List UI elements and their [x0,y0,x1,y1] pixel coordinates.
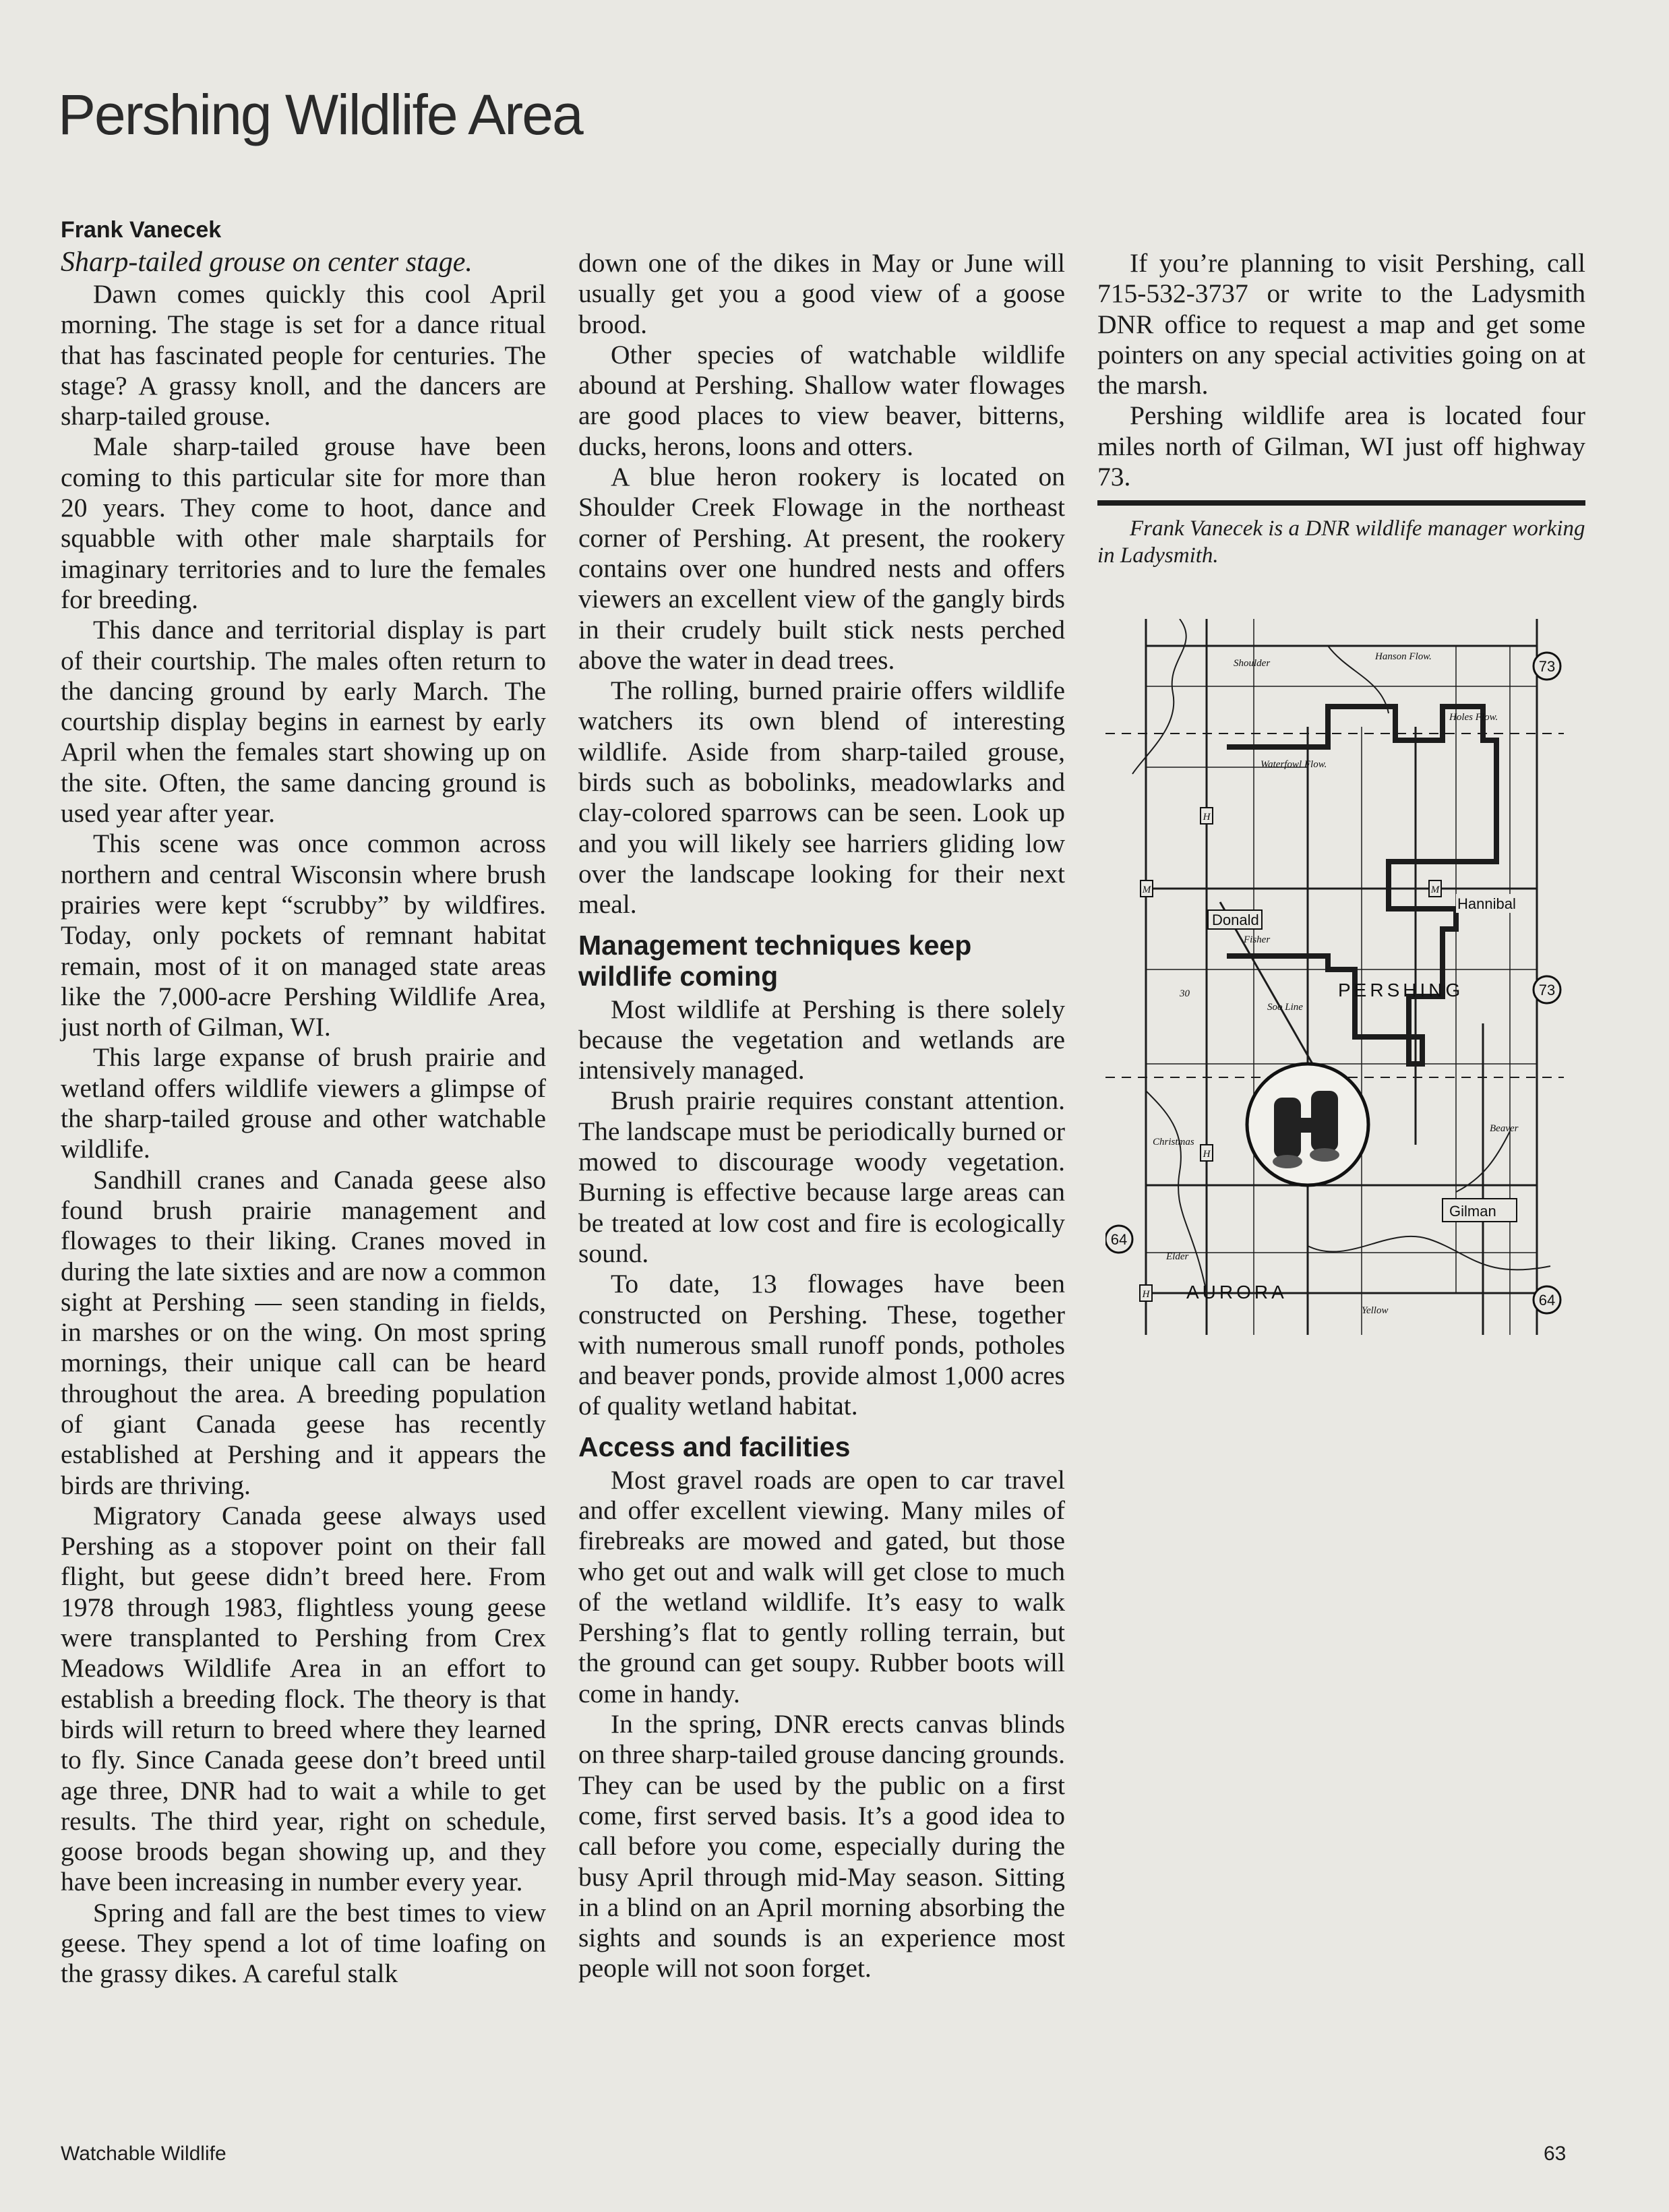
column-2 [578,248,1065,1984]
body-paragraph: down one of the dikes in May or June will usually get you a good view of a goose brood. [578,248,1065,339]
article-tagline: Sharp-tailed grouse on center stage. [61,247,473,278]
road-marker-m-east [1429,880,1441,897]
map-label-waterfowl-flowage: Waterfowl Flow. [1261,759,1327,770]
svg-text:H: H [1142,1289,1150,1300]
road-marker-30: 30 [1180,988,1190,999]
svg-text:H: H [1203,1149,1211,1160]
body-paragraph: Pershing wildlife area is located four miles north of Gilman, WI just off highway 73. [1097,400,1585,492]
map-label-shoulder: Shoulder [1234,658,1271,669]
body-paragraph: Other species of watchable wildlife abound at Pershing. Shallow water flowages are good places to view beaver, bitterns, ducks, herons, loons and otters. [578,339,1065,461]
section-heading-management: Management techniques keep wildlife coming [578,929,972,992]
highway-shield-73-south [1534,976,1560,1003]
highway-shield-73-north [1534,653,1560,680]
road-marker-h-south [1140,1285,1152,1301]
pershing-area-map [1105,619,1564,1335]
binoculars-icon [1247,1064,1368,1185]
map-label-soo-line: Soo Line [1267,1002,1303,1013]
body-paragraph: This dance and territorial display is part of their courtship. The males often return to the dancing ground by early March. The courtship display begins in earnest by early April when the females start showing up on the site. Often, the same dancing ground is used year after year. [61,615,546,829]
svg-text:M: M [1430,885,1440,895]
column-3 [1097,248,1585,569]
body-paragraph: If you’re planning to visit Pershing, call 715-532-3737 or write to the Ladysmith DNR office to request a map and get some pointers on any special activities going on at the marsh. [1097,248,1585,400]
map-label-fisher: Fisher [1244,934,1271,945]
map-label-christmas: Christmas [1153,1137,1194,1147]
body-paragraph: Migratory Canada geese always used Pershing as a stopover point on their fall flight, but geese didn’t breed here. From 1978 through 1983, flightless young geese were transplanted to Pershing from Crex Meadows Wildlife Area in an effort to establish a breeding flock. The theory is that birds will return to breed where they learned to fly. Since Canada geese don’t breed until age three, DNR had to wait a while to get results. The third year, right on schedule, goose broods began showing up, and they have been increasing in number every year. [61,1500,546,1897]
svg-text:64: 64 [1110,1231,1128,1248]
article-title: Pershing Wildlife Area [58,83,582,146]
section-heading-access: Access and facilities [578,1431,851,1462]
map-background [1105,619,1564,1335]
body-paragraph: This scene was once common across northern and central Wisconsin where brush prairies were kept “scrubby” by wildfires. Today, only pockets of remnant habitat remain, most of it on managed state areas like the 7,000-acre Pershing Wildlife Area, just north of Gilman, WI. [61,829,546,1042]
map-label-gilman: Gilman [1449,1203,1496,1220]
svg-text:64: 64 [1538,1292,1556,1309]
body-paragraph: Male sharp-tailed grouse have been coming to this particular site for more than 20 years. They come to hoot, dance and squabble with other male sharptails for imaginary territories and to lure the females for breeding. [61,431,546,614]
body-paragraph: Most wildlife at Pershing is there solely because the vegetation and wetlands are intensively managed. [578,994,1065,1085]
author-bio: Frank Vanecek is a DNR wildlife manager working in Ladysmith. [1097,516,1585,568]
svg-text:M: M [1142,885,1151,895]
map-label-aurora: AURORA [1186,1282,1287,1303]
body-paragraph: This large expanse of brush prairie and wetland offers wildlife viewers a glimpse of the sharp-tailed grouse and other watchable wildlife. [61,1042,546,1164]
body-paragraph: In the spring, DNR erects canvas blinds on three sharp-tailed grouse dancing grounds. They can be used by the public on a first come, first served basis. It’s a good idea to call before you come, especially during the busy April through mid-May season. Sitting in a blind on an April morning absorbing the sights and sounds is an experience most people will not soon forget. [578,1709,1065,1983]
map-label-donald: Donald [1212,911,1259,928]
body-paragraph: Sandhill cranes and Canada geese also found brush prairie management and flowages to their liking. Cranes moved in during the late sixties and are now a common sight at Pershing — seen standing in fields, in marshes or on the wing. On most spring mornings, their unique call can be heard throughout the area. A breeding population of giant Canada geese has recently established at Pershing and it appears the birds are thriving. [61,1164,546,1500]
body-paragraph: Dawn comes quickly this cool April morning. The stage is set for a dance ritual that has fascinated people for centuries. The stage? A grassy knoll, and the dancers are sharp-tailed grouse. [61,279,546,431]
body-paragraph: A blue heron rookery is located on Shoulder Creek Flowage in the northeast corner of Pershing. At present, the rookery contains over one hundred nests and offers viewers an excellent view of the gangly birds in their crudely built stick nests perched above the water in dead trees. [578,462,1065,675]
map-label-yellow: Yellow [1362,1305,1389,1316]
body-paragraph: Most gravel roads are open to car travel and offer excellent viewing. Many miles of firebreaks are mowed and gated, but those who get out and walk will get close to much of the wetland wildlife. It’s easy to walk Pershing’s flat to gently rolling terrain, but the ground can get soupy. Rubber boots will come in handy. [578,1464,1065,1708]
map-label-hannibal: Hannibal [1457,895,1516,912]
svg-text:73: 73 [1538,658,1556,675]
highway-shield-64-east [1534,1286,1560,1313]
road-marker-h-north [1201,808,1213,824]
column-1 [61,214,546,1990]
body-paragraph: To date, 13 flowages have been constructed on Pershing. These, together with numerous small runoff ponds, potholes and beaver ponds, provide almost 1,000 acres of quality wetland habitat. [578,1269,1065,1421]
body-paragraph: Spring and fall are the best times to view geese. They spend a lot of time loafing on the grassy dikes. A careful stalk [61,1897,546,1989]
footer-section-name: Watchable Wildlife [61,2143,226,2165]
page-number: 63 [1544,2143,1567,2165]
map-label-hanson-flowage: Hanson Flow. [1375,651,1432,662]
map-label-beaver: Beaver [1490,1123,1519,1134]
map-label-pershing: PERSHING [1338,980,1464,1000]
svg-text:H: H [1203,812,1211,823]
body-paragraph: Brush prairie requires constant attention. The landscape must be periodically burned or mowed to discourage woody vegetation. Burning is effective because large areas can be treated at low cost and fire is ecologically sound. [578,1085,1065,1268]
bio-divider [1097,500,1585,506]
highway-shield-64-west [1105,1226,1132,1253]
map-label-holes-flowage: Holes Flow. [1449,712,1498,723]
body-paragraph: The rolling, burned prairie offers wildlife watchers its own blend of interesting wildlife. Aside from sharp-tailed grouse, birds such as bobolinks, meadowlarks and clay-colored sparrows can be seen. Look up and you will likely see harriers gliding low over the landscape looking for their next meal. [578,676,1065,920]
road-marker-h-middle [1201,1145,1213,1161]
author-byline: Frank Vanecek [61,217,222,243]
road-marker-m-west [1141,880,1153,897]
map-label-elder: Elder [1166,1251,1189,1262]
svg-text:73: 73 [1538,982,1556,998]
